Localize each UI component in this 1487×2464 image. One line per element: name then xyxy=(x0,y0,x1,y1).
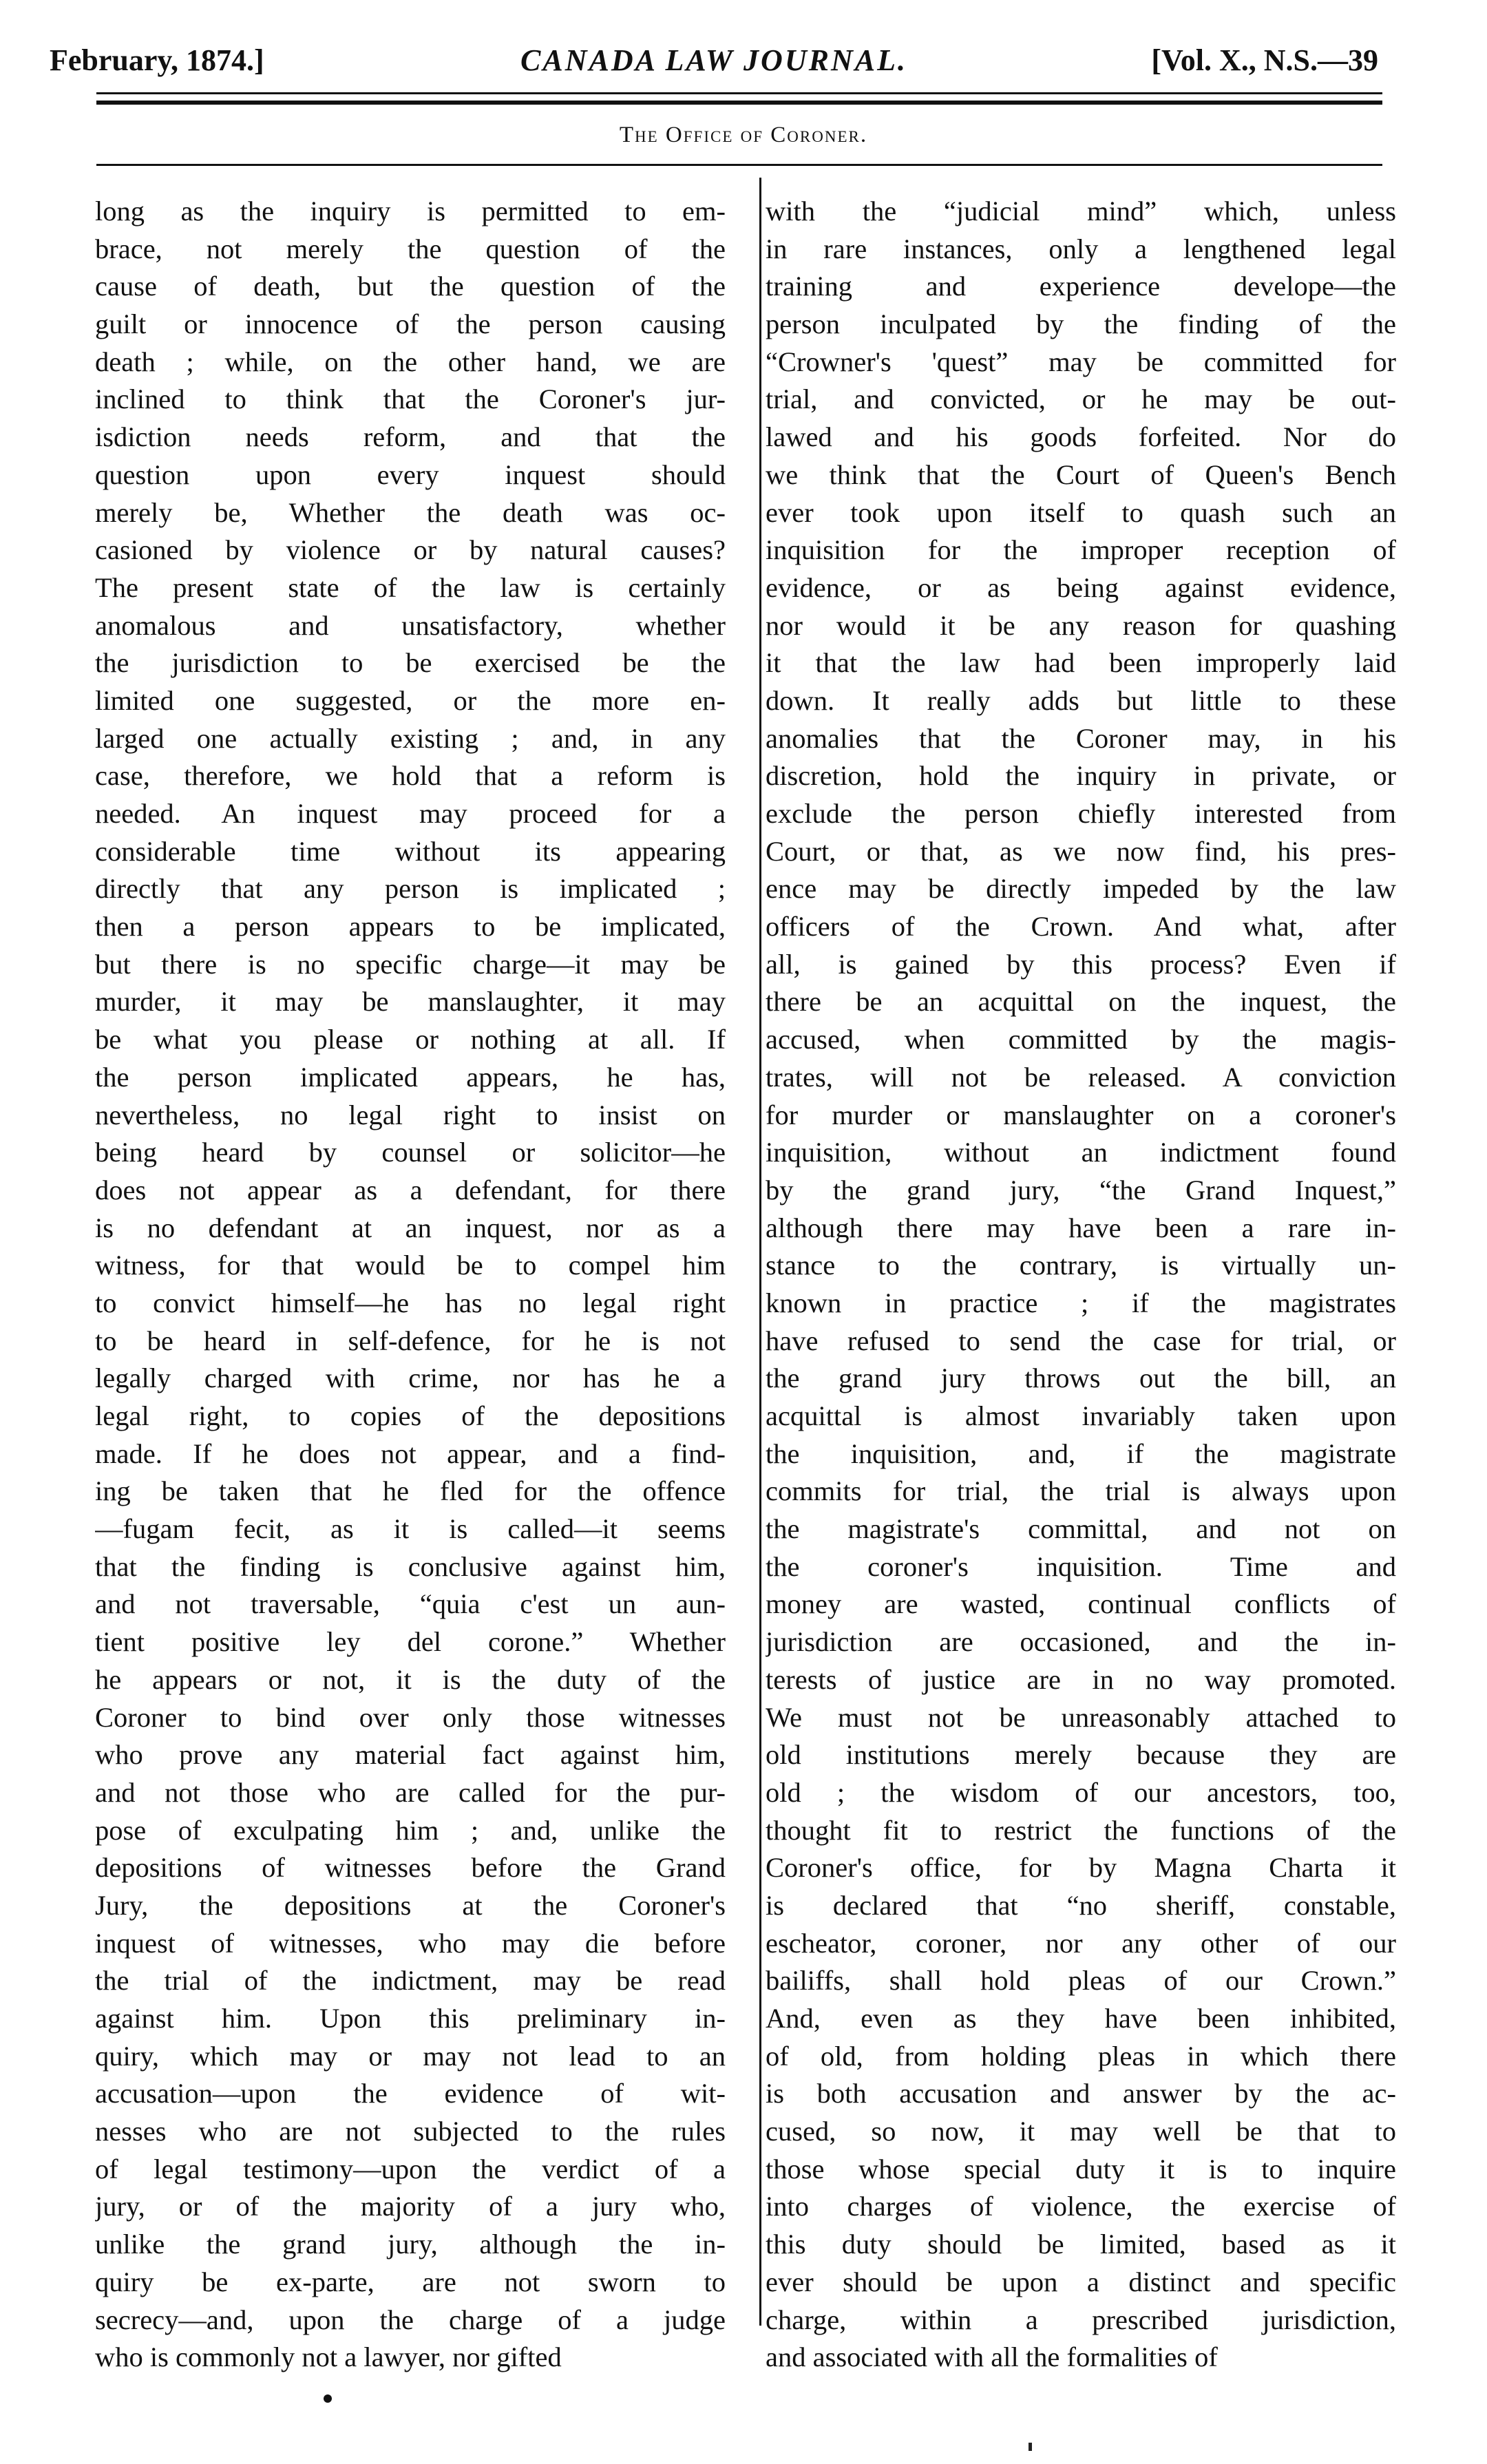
header-journal-title: CANADA LAW JOURNAL. xyxy=(520,43,907,77)
text-line: who prove any material fact against him, xyxy=(95,1739,726,1771)
text-line: nesses who are not subjected to the rules xyxy=(95,2116,726,2147)
text-line: of legal testimony—upon the verdict of a xyxy=(95,2153,726,2184)
text-line: accused, when committed by the magis- xyxy=(766,1024,1396,1055)
text-line: cause of death, but the question of the xyxy=(95,271,726,302)
text-line: Coroner to bind over only those witnesses xyxy=(95,1701,726,1733)
column-divider xyxy=(759,178,761,2326)
text-line: guilt or innocence of the person causing xyxy=(95,308,726,340)
text-line: —fugam fecit, as it is called—it seems xyxy=(95,1513,726,1545)
text-line: and not traversable, “quia c'est un aun- xyxy=(95,1588,726,1620)
text-line: accusation—upon the evidence of wit- xyxy=(95,2078,726,2109)
text-line: needed. An inquest may proceed for a xyxy=(95,798,726,829)
text-line: anomalies that the Coroner may, in his xyxy=(766,722,1396,754)
text-line: The present state of the law is certainly xyxy=(95,571,726,603)
text-line: trial, and convicted, or he may be out- xyxy=(766,383,1396,415)
text-line: We must not be unreasonably attached to xyxy=(766,1701,1396,1733)
text-line: ence may be directly impeded by the law xyxy=(766,873,1396,905)
text-line: who is commonly not a lawyer, nor gifted xyxy=(95,2341,562,2373)
text-line: the coroner's inquisition. Time and xyxy=(766,1550,1396,1582)
text-line: the magistrate's committal, and not on xyxy=(766,1513,1396,1545)
right-column xyxy=(766,193,1396,2377)
text-line: the trial of the indictment, may be read xyxy=(95,1965,726,1997)
text-line: is declared that “no sheriff, constable, xyxy=(766,1889,1396,1921)
text-line: thought fit to restrict the functions of the xyxy=(766,1814,1396,1846)
text-line: secrecy—and, upon the charge of a judge xyxy=(95,2304,726,2335)
text-line: against him. Upon this preliminary in- xyxy=(95,2003,726,2034)
text-line: old ; the wisdom of our ancestors, too, xyxy=(766,1776,1396,1808)
text-line: trates, will not be released. A conviction xyxy=(766,1061,1396,1093)
text-line: nor would it be any reason for quashing xyxy=(766,609,1396,641)
text-line: anomalous and unsatisfactory, whether xyxy=(95,609,726,641)
text-line: is no defendant at an inquest, nor as a xyxy=(95,1212,726,1243)
text-line: down. It really adds but little to these xyxy=(766,684,1396,716)
section-title: The Office of Coroner. xyxy=(619,123,868,147)
text-line: the person implicated appears, he has, xyxy=(95,1061,726,1093)
text-line: the jurisdiction to be exercised be the xyxy=(95,647,726,679)
text-line: inquisition for the improper reception of xyxy=(766,534,1396,566)
text-line: then a person appears to be implicated, xyxy=(95,911,726,943)
text-line: inclined to think that the Coroner's jur- xyxy=(95,383,726,415)
section-rule xyxy=(96,164,1382,166)
left-column xyxy=(95,193,726,2377)
text-line: those whose special duty it is to inquire xyxy=(766,2153,1396,2184)
text-line: person inculpated by the finding of the xyxy=(766,308,1396,340)
text-line: depositions of witnesses before the Grand xyxy=(95,1852,726,1884)
text-line: bailiffs, shall hold pleas of our Crown.” xyxy=(766,1965,1396,1997)
text-line: to convict himself—he has no legal right xyxy=(95,1287,726,1318)
text-line: question upon every inquest should xyxy=(95,459,726,490)
text-line: made. If he does not appear, and a find- xyxy=(95,1438,726,1469)
text-line: “Crowner's 'quest” may be committed for xyxy=(766,346,1396,377)
text-line: larged one actually existing ; and, in any xyxy=(95,722,726,754)
text-line: jurisdiction are occasioned, and the in- xyxy=(766,1626,1396,1658)
text-line: Court, or that, as we now find, his pres- xyxy=(766,835,1396,867)
text-line: brace, not merely the question of the xyxy=(95,233,726,264)
text-line: the inquisition, and, if the magistrate xyxy=(766,1438,1396,1469)
text-line: merely be, Whether the death was oc- xyxy=(95,496,726,528)
text-line: Coroner's office, for by Magna Charta it xyxy=(766,1852,1396,1884)
text-line: commits for trial, the trial is always upon xyxy=(766,1475,1396,1507)
text-line: it that the law had been improperly laid xyxy=(766,647,1396,679)
text-line: we think that the Court of Queen's Bench xyxy=(766,459,1396,490)
print-mark xyxy=(1029,2443,1032,2451)
text-line: be what you please or nothing at all. If xyxy=(95,1024,726,1055)
text-line: known in practice ; if the magistrates xyxy=(766,1287,1396,1318)
text-line: this duty should be limited, based as it xyxy=(766,2229,1396,2260)
header-rule-thick xyxy=(96,101,1382,105)
text-line: evidence, or as being against evidence, xyxy=(766,571,1396,603)
text-line: inquisition, without an indictment found xyxy=(766,1137,1396,1168)
text-line: inquest of witnesses, who may die before xyxy=(95,1927,726,1959)
text-line: by the grand jury, “the Grand Inquest,” xyxy=(766,1174,1396,1205)
text-line: considerable time without its appearing xyxy=(95,835,726,867)
text-line: witness, for that would be to compel him xyxy=(95,1250,726,1281)
text-line: with the “judicial mind” which, unless xyxy=(766,196,1396,227)
text-line: jury, or of the majority of a jury who, xyxy=(95,2191,726,2222)
text-line: discretion, hold the inquiry in private, or xyxy=(766,760,1396,792)
text-line: quiry, which may or may not lead to an xyxy=(95,2040,726,2072)
text-line: does not appear as a defendant, for there xyxy=(95,1174,726,1205)
text-line: to be heard in self-defence, for he is not xyxy=(95,1325,726,1356)
text-line: stance to the contrary, is virtually un- xyxy=(766,1250,1396,1281)
text-line: cused, so now, it may well be that to xyxy=(766,2116,1396,2147)
text-line: old institutions merely because they are xyxy=(766,1739,1396,1771)
text-line: in rare instances, only a lengthened legal xyxy=(766,233,1396,264)
text-line: and not those who are called for the pur- xyxy=(95,1776,726,1808)
text-line: quiry be ex-parte, are not sworn to xyxy=(95,2266,726,2297)
text-line: officers of the Crown. And what, after xyxy=(766,911,1396,943)
text-line: tient positive ley del corone.” Whether xyxy=(95,1626,726,1658)
text-line: all, is gained by this process? Even if xyxy=(766,948,1396,980)
text-line: lawed and his goods forfeited. Nor do xyxy=(766,421,1396,453)
header-rule-thin xyxy=(96,92,1382,94)
text-line: isdiction needs reform, and that the xyxy=(95,421,726,453)
text-line: money are wasted, continual conflicts of xyxy=(766,1588,1396,1620)
text-line: legal right, to copies of the depositions xyxy=(95,1400,726,1431)
header-date: February, 1874.] xyxy=(50,43,264,77)
text-line: being heard by counsel or solicitor—he xyxy=(95,1137,726,1168)
text-line: ing be taken that he fled for the offence xyxy=(95,1475,726,1507)
text-line: acquittal is almost invariably taken upon xyxy=(766,1400,1396,1431)
text-line: Jury, the depositions at the Coroner's xyxy=(95,1889,726,1921)
running-header xyxy=(50,43,1378,91)
text-line: death ; while, on the other hand, we are xyxy=(95,346,726,377)
text-line: ever took upon itself to quash such an xyxy=(766,496,1396,528)
print-speck xyxy=(324,2394,332,2403)
text-line: charge, within a prescribed jurisdiction, xyxy=(766,2304,1396,2335)
text-line: the grand jury throws out the bill, an xyxy=(766,1362,1396,1394)
text-line: long as the inquiry is permitted to em- xyxy=(95,196,726,227)
text-line: and associated with all the formalities of xyxy=(766,2341,1218,2373)
text-line: legally charged with crime, nor has he a xyxy=(95,1362,726,1394)
text-line: there be an acquittal on the inquest, the xyxy=(766,986,1396,1018)
text-line: case, therefore, we hold that a reform is xyxy=(95,760,726,792)
text-line: escheator, coroner, nor any other of our xyxy=(766,1927,1396,1959)
text-line: murder, it may be manslaughter, it may xyxy=(95,986,726,1018)
text-line: training and experience develope—the xyxy=(766,271,1396,302)
text-line: unlike the grand jury, although the in- xyxy=(95,2229,726,2260)
text-line: casioned by violence or by natural causes? xyxy=(95,534,726,566)
text-line: that the finding is conclusive against him, xyxy=(95,1550,726,1582)
text-line: into charges of violence, the exercise of xyxy=(766,2191,1396,2222)
text-line: but there is no specific charge—it may be xyxy=(95,948,726,980)
text-line: And, even as they have been inhibited, xyxy=(766,2003,1396,2034)
text-line: although there may have been a rare in- xyxy=(766,1212,1396,1243)
text-line: terests of justice are in no way promoted. xyxy=(766,1663,1396,1695)
text-line: ever should be upon a distinct and specific xyxy=(766,2266,1396,2297)
text-line: directly that any person is implicated ; xyxy=(95,873,726,905)
text-line: nevertheless, no legal right to insist on xyxy=(95,1099,726,1130)
header-volume-page: [Vol. X., N.S.—39 xyxy=(1151,43,1378,77)
text-line: for murder or manslaughter on a coroner's xyxy=(766,1099,1396,1130)
text-line: is both accusation and answer by the ac- xyxy=(766,2078,1396,2109)
text-line: have refused to send the case for trial, or xyxy=(766,1325,1396,1356)
text-line: pose of exculpating him ; and, unlike the xyxy=(95,1814,726,1846)
text-line: limited one suggested, or the more en- xyxy=(95,684,726,716)
text-line: of old, from holding pleas in which there xyxy=(766,2040,1396,2072)
text-line: he appears or not, it is the duty of the xyxy=(95,1663,726,1695)
text-line: exclude the person chiefly interested from xyxy=(766,798,1396,829)
